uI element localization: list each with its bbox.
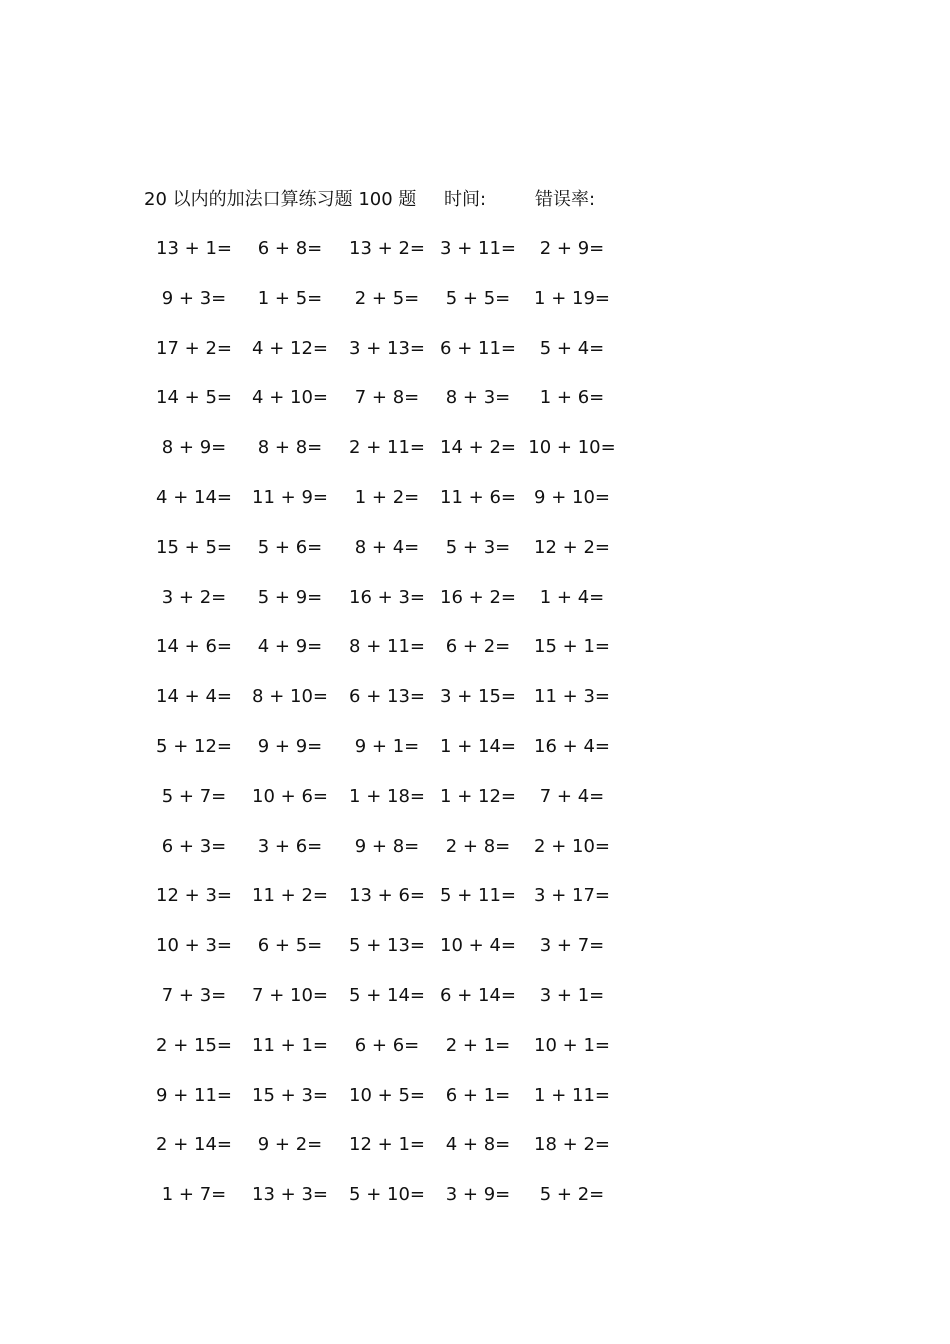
problem-row <box>146 733 626 783</box>
problem-item: 5 + 13= <box>349 935 425 957</box>
problem-item: 9 + 10= <box>534 486 610 508</box>
problem-item: 9 + 1= <box>354 735 420 757</box>
problem-item: 13 + 6= <box>349 885 425 907</box>
problem-item: 7 + 4= <box>539 785 605 807</box>
problem-item: 14 + 6= <box>156 636 232 658</box>
problem-item: 2 + 8= <box>445 835 511 857</box>
problem-item: 1 + 7= <box>161 1184 227 1206</box>
problem-item: 5 + 5= <box>445 287 511 309</box>
problem-item: 5 + 12= <box>156 735 232 757</box>
problem-item: 8 + 4= <box>354 536 420 558</box>
problem-item: 5 + 11= <box>440 885 516 907</box>
problem-item: 5 + 6= <box>257 536 323 558</box>
problem-item: 1 + 4= <box>539 586 605 608</box>
problem-grid <box>146 235 626 1231</box>
problem-item: 12 + 1= <box>349 1134 425 1156</box>
problem-row <box>146 882 626 932</box>
problem-row <box>146 783 626 833</box>
problem-item: 9 + 11= <box>156 1084 232 1106</box>
problem-item: 3 + 6= <box>257 835 323 857</box>
problem-row <box>146 434 626 484</box>
problem-item: 6 + 14= <box>440 984 516 1006</box>
problem-item: 5 + 14= <box>349 984 425 1006</box>
problem-item: 12 + 3= <box>156 885 232 907</box>
problem-item: 6 + 13= <box>349 686 425 708</box>
problem-item: 1 + 2= <box>354 486 420 508</box>
worksheet-title: 20 以内的加法口算练习题 100 题 <box>144 189 417 210</box>
problem-item: 11 + 2= <box>252 885 328 907</box>
problem-item: 10 + 1= <box>534 1034 610 1056</box>
problem-item: 10 + 5= <box>349 1084 425 1106</box>
problem-row <box>146 683 626 733</box>
problem-item: 4 + 14= <box>156 486 232 508</box>
problem-item: 7 + 8= <box>354 387 420 409</box>
problem-row <box>146 1181 626 1231</box>
problem-item: 14 + 2= <box>440 437 516 459</box>
problem-item: 5 + 3= <box>445 536 511 558</box>
problem-item: 1 + 11= <box>534 1084 610 1106</box>
problem-item: 1 + 18= <box>349 785 425 807</box>
problem-row <box>146 1082 626 1132</box>
problem-item: 11 + 1= <box>252 1034 328 1056</box>
problem-item: 9 + 3= <box>161 287 227 309</box>
problem-row <box>146 235 626 285</box>
problem-item: 3 + 9= <box>445 1184 511 1206</box>
problem-item: 10 + 6= <box>252 785 328 807</box>
problem-item: 5 + 10= <box>349 1184 425 1206</box>
problem-item: 11 + 9= <box>252 486 328 508</box>
problem-row <box>146 1131 626 1181</box>
problem-item: 3 + 13= <box>349 337 425 359</box>
problem-item: 5 + 7= <box>161 785 227 807</box>
problem-item: 5 + 9= <box>257 586 323 608</box>
problem-item: 3 + 7= <box>539 935 605 957</box>
problem-item: 14 + 5= <box>156 387 232 409</box>
problem-item: 6 + 5= <box>257 935 323 957</box>
problem-item: 1 + 12= <box>440 785 516 807</box>
problem-item: 15 + 1= <box>534 636 610 658</box>
problem-item: 8 + 11= <box>349 636 425 658</box>
problem-item: 16 + 4= <box>534 735 610 757</box>
problem-item: 6 + 1= <box>445 1084 511 1106</box>
problem-item: 2 + 10= <box>534 835 610 857</box>
problem-row <box>146 1032 626 1082</box>
problem-row <box>146 633 626 683</box>
problem-item: 8 + 10= <box>252 686 328 708</box>
problem-item: 2 + 1= <box>445 1034 511 1056</box>
problem-item: 1 + 14= <box>440 735 516 757</box>
problem-row <box>146 833 626 883</box>
problem-item: 1 + 19= <box>534 287 610 309</box>
problem-row <box>146 932 626 982</box>
problem-item: 13 + 1= <box>156 238 232 259</box>
problem-item: 9 + 9= <box>257 735 323 757</box>
problem-item: 4 + 12= <box>252 337 328 359</box>
problem-item: 17 + 2= <box>156 337 232 359</box>
problem-item: 3 + 1= <box>539 984 605 1006</box>
problem-item: 1 + 6= <box>539 387 605 409</box>
problem-item: 3 + 17= <box>534 885 610 907</box>
problem-item: 10 + 10= <box>528 437 616 459</box>
problem-item: 2 + 9= <box>539 238 605 259</box>
problem-item: 14 + 4= <box>156 686 232 708</box>
problem-item: 6 + 2= <box>445 636 511 658</box>
problem-item: 8 + 9= <box>161 437 227 459</box>
problem-item: 3 + 15= <box>440 686 516 708</box>
time-label: 时间: <box>444 189 487 210</box>
problem-item: 2 + 14= <box>156 1134 232 1156</box>
problem-item: 7 + 10= <box>252 984 328 1006</box>
problem-item: 13 + 2= <box>349 238 425 259</box>
problem-row <box>146 982 626 1032</box>
problem-item: 6 + 8= <box>257 238 323 259</box>
problem-item: 7 + 3= <box>161 984 227 1006</box>
problem-item: 15 + 3= <box>252 1084 328 1106</box>
problem-item: 8 + 8= <box>257 437 323 459</box>
problem-item: 15 + 5= <box>156 536 232 558</box>
problem-item: 9 + 2= <box>257 1134 323 1156</box>
problem-item: 3 + 2= <box>161 586 227 608</box>
problem-row <box>146 384 626 434</box>
problem-item: 16 + 3= <box>349 586 425 608</box>
problem-item: 9 + 8= <box>354 835 420 857</box>
problem-item: 2 + 11= <box>349 437 425 459</box>
problem-item: 10 + 4= <box>440 935 516 957</box>
problem-item: 4 + 8= <box>445 1134 511 1156</box>
problem-item: 3 + 11= <box>440 238 516 259</box>
problem-item: 6 + 11= <box>440 337 516 359</box>
problem-item: 5 + 4= <box>539 337 605 359</box>
problem-item: 8 + 3= <box>445 387 511 409</box>
problem-item: 4 + 9= <box>257 636 323 658</box>
problem-item: 1 + 5= <box>257 287 323 309</box>
worksheet-header <box>144 186 664 214</box>
problem-item: 10 + 3= <box>156 935 232 957</box>
problem-item: 6 + 6= <box>354 1034 420 1056</box>
error-rate-label: 错误率: <box>535 189 596 210</box>
problem-item: 4 + 10= <box>252 387 328 409</box>
problem-item: 11 + 3= <box>534 686 610 708</box>
problem-row <box>146 534 626 584</box>
problem-row <box>146 484 626 534</box>
problem-item: 2 + 5= <box>354 287 420 309</box>
problem-item: 16 + 2= <box>440 586 516 608</box>
problem-item: 2 + 15= <box>156 1034 232 1056</box>
problem-row <box>146 285 626 335</box>
problem-item: 5 + 2= <box>539 1184 605 1206</box>
problem-item: 11 + 6= <box>440 486 516 508</box>
problem-item: 12 + 2= <box>534 536 610 558</box>
problem-item: 6 + 3= <box>161 835 227 857</box>
problem-item: 13 + 3= <box>252 1184 328 1206</box>
problem-row <box>146 335 626 385</box>
problem-item: 18 + 2= <box>534 1134 610 1156</box>
problem-row <box>146 584 626 634</box>
